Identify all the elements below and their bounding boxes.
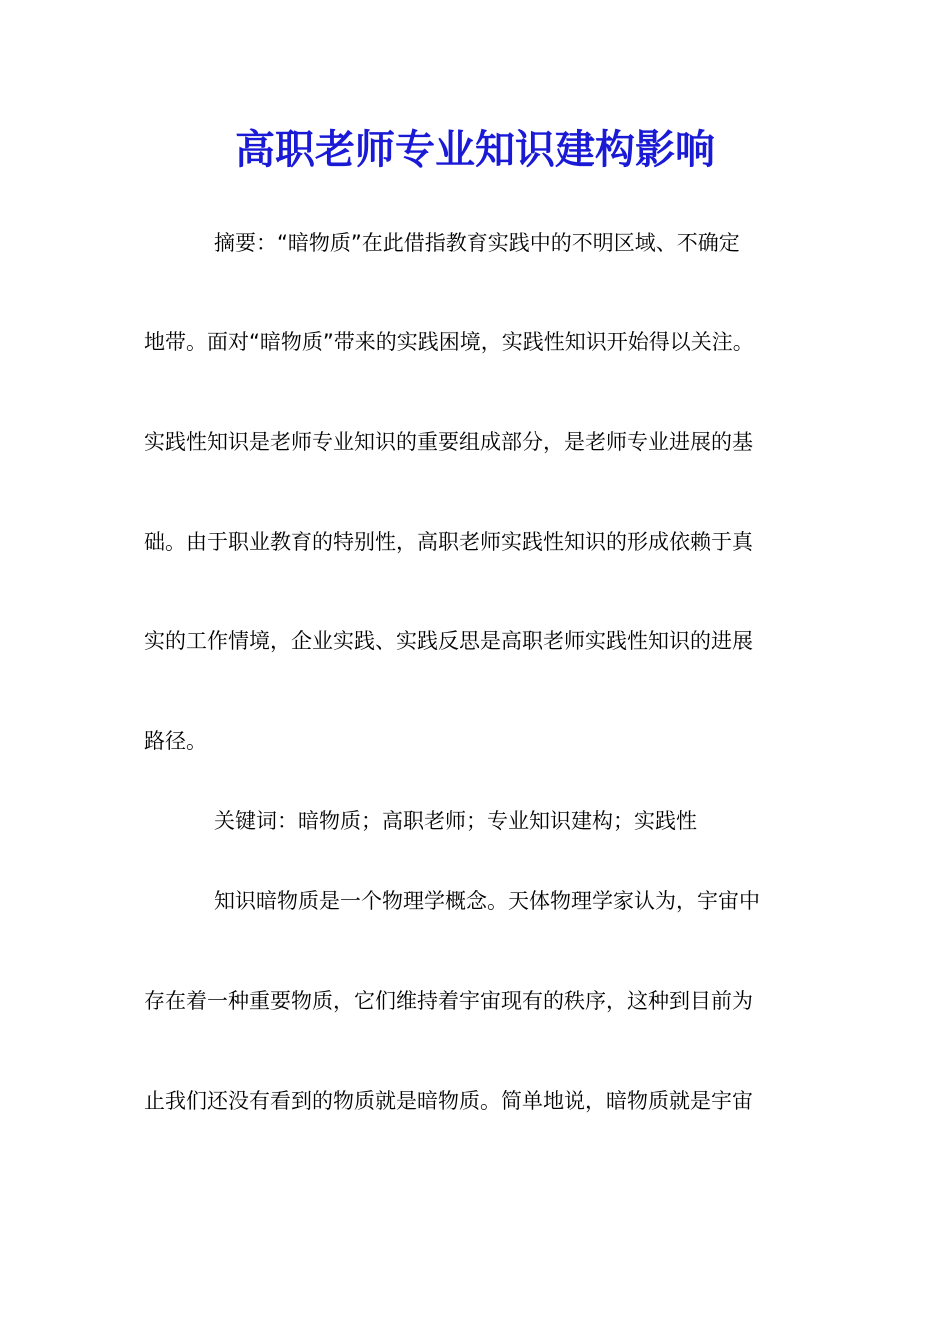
body-line-1: 知识暗物质是一个物理学概念。天体物理学家认为，宇宙中 (214, 889, 760, 913)
abstract-line-2: 地带。面对“暗物质”带来的实践困境，实践性知识开始得以关注。 (144, 330, 754, 354)
body-line-2: 存在着一种重要物质，它们维持着宇宙现有的秩序，这种到目前为 (144, 989, 753, 1013)
abstract-line-1: 摘要：“暗物质”在此借指教育实践中的不明区域、不确定 (214, 231, 740, 255)
keywords-line: 关键词：暗物质；高职老师；专业知识建构；实践性 (214, 809, 697, 833)
abstract-line-5: 实的工作情境，企业实践、实践反思是高职老师实践性知识的进展 (144, 629, 753, 653)
document-title: 高职老师专业知识建构影响 (235, 126, 715, 173)
body-line-3: 止我们还没有看到的物质就是暗物质。简单地说，暗物质就是宇宙 (144, 1089, 753, 1113)
abstract-line-6: 路径。 (144, 729, 207, 753)
abstract-line-3: 实践性知识是老师专业知识的重要组成部分，是老师专业进展的基 (144, 430, 753, 454)
abstract-line-4: 础。由于职业教育的特别性，高职老师实践性知识的形成依赖于真 (144, 530, 753, 554)
